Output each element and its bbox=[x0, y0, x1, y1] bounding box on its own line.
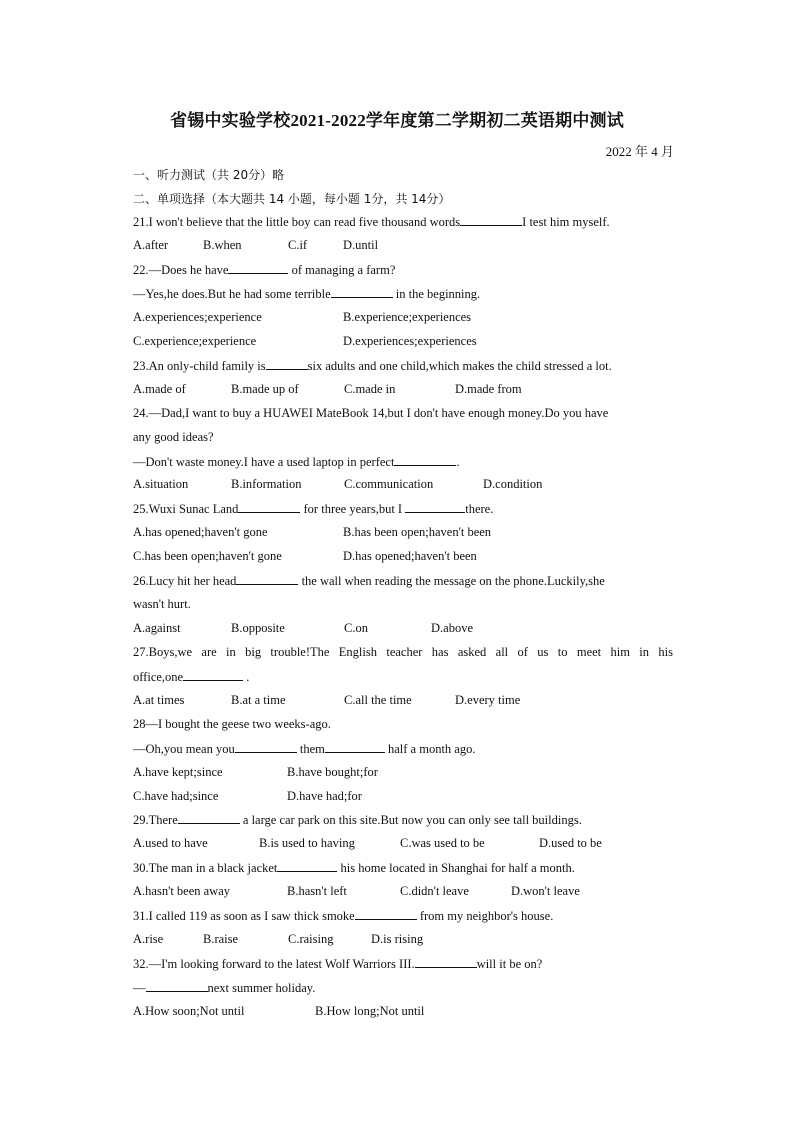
question-25: 25.Wuxi Sunac Land for three years,but I there. bbox=[133, 502, 494, 516]
answer-blank bbox=[325, 741, 385, 753]
exam-date: 2022 年 4 月 bbox=[605, 144, 674, 159]
answer-blank bbox=[178, 812, 240, 824]
option-a: A.rise bbox=[133, 932, 164, 946]
question-26: 26.Lucy hit her head the wall when reading the message on the phone.Luckily,she bbox=[133, 574, 605, 588]
section-listening: 一、听力测试（共 20分）略 bbox=[133, 168, 285, 182]
answer-blank bbox=[183, 669, 243, 681]
option-b: B.raise bbox=[203, 932, 239, 946]
option-a: A.after bbox=[133, 238, 169, 252]
question-27-continued: office,one . bbox=[133, 670, 250, 684]
option-c: C.has been open;haven't gone bbox=[133, 549, 282, 563]
option-b: B.How long;Not until bbox=[315, 1004, 425, 1018]
option-c: C.raising bbox=[288, 932, 334, 946]
page-title: 省锡中实验学校2021-2022学年度第二学期初二英语期中测试 bbox=[170, 111, 624, 130]
question-24-reply: —Don't waste money.I have a used laptop in perfect . bbox=[133, 455, 460, 469]
option-a: A.experiences;experience bbox=[133, 310, 262, 324]
question-24: 24.—Dad,I want to buy a HUAWEI MateBook 14,but I don't have enough money.Do you have bbox=[133, 406, 609, 420]
question-28-reply: —Oh,you mean you them half a month ago. bbox=[133, 742, 476, 756]
question-24-continued: any good ideas? bbox=[133, 430, 214, 444]
question-32: 32.—I'm looking forward to the latest Wolf Warriors III. will it be on? bbox=[133, 957, 543, 971]
option-b: B.hasn't left bbox=[287, 884, 347, 898]
answer-blank bbox=[331, 286, 393, 298]
question-31: 31.I called 119 as soon as I saw thick smoke from my neighbor's house. bbox=[133, 909, 554, 923]
option-c: C.if bbox=[288, 238, 308, 252]
answer-blank bbox=[405, 501, 465, 513]
answer-blank bbox=[394, 454, 456, 466]
option-b: B.when bbox=[203, 238, 242, 252]
answer-blank bbox=[238, 501, 300, 513]
question-28: 28—I bought the geese two weeks-ago. bbox=[133, 717, 331, 731]
question-23: 23.An only-child family is six adults and one child,which makes the child stressed a lot. bbox=[133, 359, 612, 373]
question-21: 21.I won't believe that the little boy can read five thousand words I test him myself. bbox=[133, 215, 610, 229]
option-b: B.have bought;for bbox=[287, 765, 378, 779]
question-22-reply: —Yes,he does.But he had some terrible in the beginning. bbox=[133, 287, 481, 301]
option-c: C.didn't leave bbox=[400, 884, 469, 898]
option-d: D.condition bbox=[483, 477, 543, 491]
option-d: D.every time bbox=[455, 693, 521, 707]
option-d: D.above bbox=[431, 621, 473, 635]
option-a: A.has opened;haven't gone bbox=[133, 525, 268, 539]
option-a: A.have kept;since bbox=[133, 765, 223, 779]
answer-blank bbox=[415, 956, 477, 968]
answer-blank bbox=[460, 214, 522, 226]
option-d: D.made from bbox=[455, 382, 522, 396]
option-a: A.How soon;Not until bbox=[133, 1004, 245, 1018]
question-22: 22.—Does he have of managing a farm? bbox=[133, 263, 396, 277]
option-b: B.opposite bbox=[231, 621, 285, 635]
option-b: B.information bbox=[231, 477, 302, 491]
option-a: A.made of bbox=[133, 382, 186, 396]
option-b: B.made up of bbox=[231, 382, 299, 396]
option-c: C.have had;since bbox=[133, 789, 219, 803]
option-c: C.on bbox=[344, 621, 368, 635]
option-c: C.communication bbox=[344, 477, 434, 491]
option-d: D.experiences;experiences bbox=[343, 334, 477, 348]
answer-blank bbox=[236, 573, 298, 585]
option-a: A.against bbox=[133, 621, 181, 635]
question-30: 30.The man in a black jacket his home located in Shanghai for half a month. bbox=[133, 861, 575, 875]
option-c: C.made in bbox=[344, 382, 396, 396]
answer-blank bbox=[228, 262, 288, 274]
option-a: A.used to have bbox=[133, 836, 208, 850]
question-29: 29.There a large car park on this site.But now you can only see tall buildings. bbox=[133, 813, 582, 827]
option-d: D.used to be bbox=[539, 836, 602, 850]
option-b: B.experience;experiences bbox=[343, 310, 472, 324]
option-d: D.won't leave bbox=[511, 884, 580, 898]
option-c: C.all the time bbox=[344, 693, 412, 707]
option-c: C.experience;experience bbox=[133, 334, 257, 348]
option-b: B.at a time bbox=[231, 693, 286, 707]
answer-blank bbox=[266, 358, 308, 370]
question-32-reply: — next summer holiday. bbox=[133, 981, 316, 995]
question-26-continued: wasn't hurt. bbox=[133, 597, 191, 611]
option-d: D.have had;for bbox=[287, 789, 362, 803]
answer-blank bbox=[277, 860, 337, 872]
option-b: B.is used to having bbox=[259, 836, 355, 850]
option-b: B.has been open;haven't been bbox=[343, 525, 492, 539]
option-d: D.has opened;haven't been bbox=[343, 549, 477, 563]
option-c: C.was used to be bbox=[400, 836, 485, 850]
option-d: D.until bbox=[343, 238, 379, 252]
option-a: A.situation bbox=[133, 477, 189, 491]
question-27: 27.Boys,we are in big trouble!The English teacher has asked all of us to meet him in his bbox=[133, 645, 673, 659]
answer-blank bbox=[355, 908, 417, 920]
answer-blank bbox=[235, 741, 297, 753]
option-a: A.hasn't been away bbox=[133, 884, 231, 898]
option-a: A.at times bbox=[133, 693, 185, 707]
answer-blank bbox=[146, 980, 208, 992]
option-d: D.is rising bbox=[371, 932, 424, 946]
section-single-choice: 二、单项选择（本大题共 14 小题，每小题 1分，共 14分） bbox=[133, 192, 451, 206]
